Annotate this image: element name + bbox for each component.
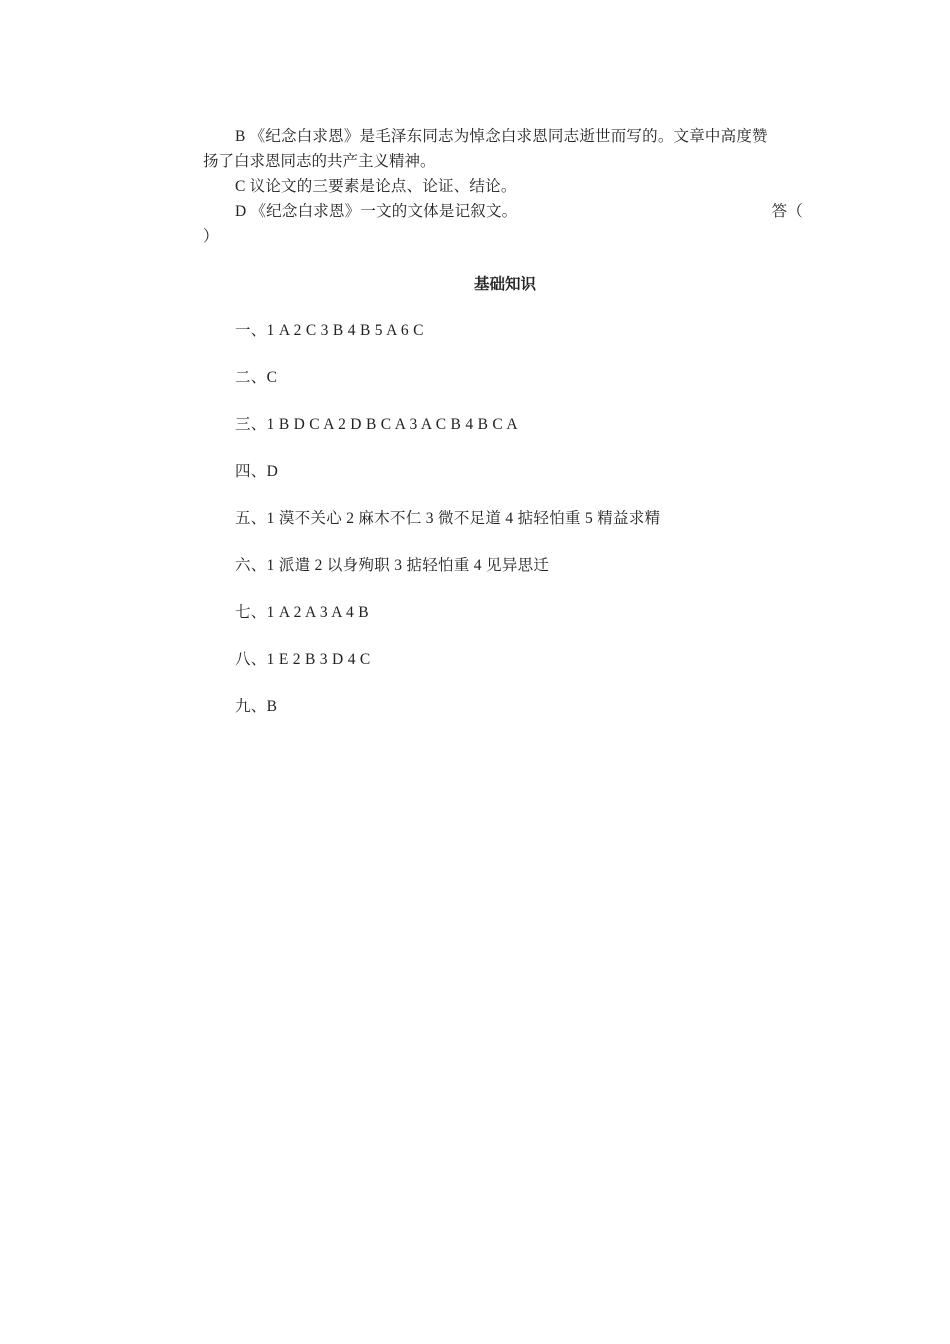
answer-blank-close <box>203 224 803 249</box>
section-title: 基础知识 <box>473 276 536 293</box>
answer-item-6: 六、1 派遣 2 以身殉职 3 掂轻怕重 4 见异思迁 <box>235 557 550 574</box>
answer-item-3: 三、1 B D C A 2 D B C A 3 A C B 4 B C A <box>235 416 518 433</box>
answer-item-1: 一、1 A 2 C 3 B 4 B 5 A 6 C <box>235 322 424 339</box>
answer-item-8: 八、1 E 2 B 3 D 4 C <box>235 651 371 668</box>
answer-list <box>203 318 803 719</box>
answer-close-paren: ） <box>203 228 219 245</box>
option-b-line-2: 扬了白求恩同志的共产主义精神。 <box>203 153 436 170</box>
answer-item-7: 七、1 A 2 A 3 A 4 B <box>235 604 369 621</box>
option-d-text: D 《纪念白求恩》一文的文体是记叙文。 <box>235 203 518 220</box>
answer-blank-label: 答（ <box>771 203 803 220</box>
option-b-line-1: B 《纪念白求恩》是毛泽东同志为悼念白求恩同志逝世而写的。文章中高度赞 <box>235 128 768 145</box>
option-c-text: C 议论文的三要素是论点、论证、结论。 <box>235 178 517 195</box>
answer-item-5: 五、1 漠不关心 2 麻木不仁 3 微不足道 4 掂轻怕重 5 精益求精 <box>235 510 661 527</box>
answer-item-2: 二、C <box>235 369 278 386</box>
option-c-paragraph <box>203 174 803 199</box>
option-b-paragraph <box>203 124 803 149</box>
option-b-continuation <box>203 149 803 174</box>
document-body <box>203 124 803 741</box>
option-d-paragraph <box>203 199 803 224</box>
answer-item-4: 四、D <box>235 463 279 480</box>
answer-item-9: 九、B <box>235 698 278 715</box>
